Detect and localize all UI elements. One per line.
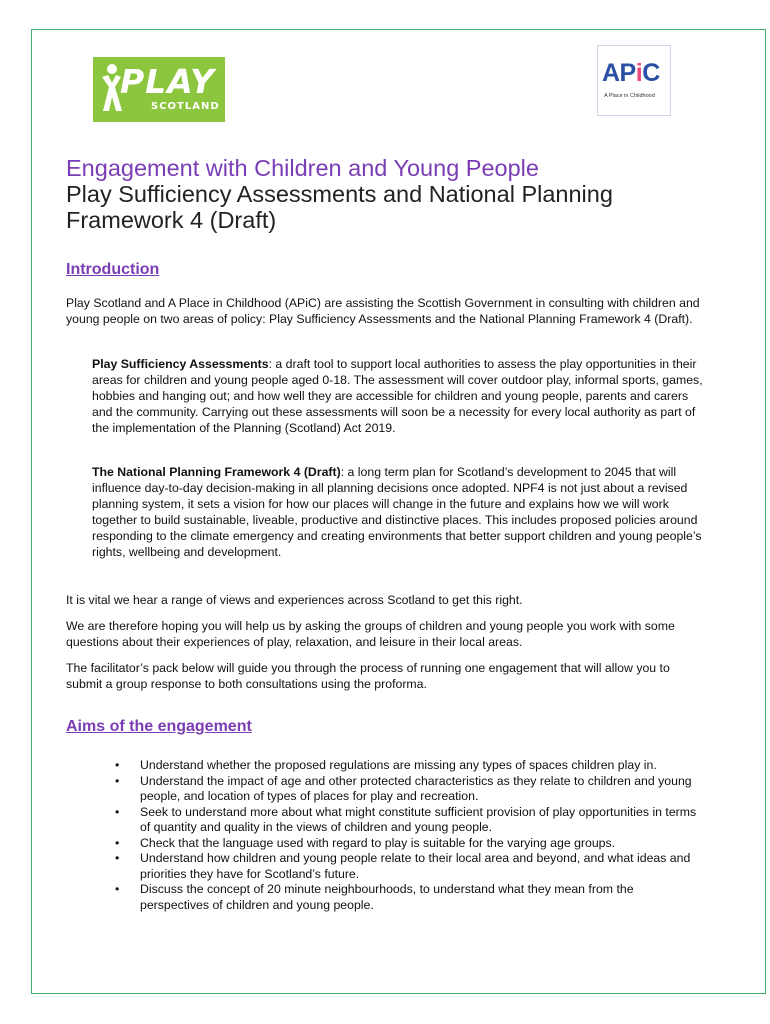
psa-term: Play Sufficiency Assessments xyxy=(92,357,269,371)
aims-list-item: • Understand whether the proposed regulations are missing any types of spaces children play in. xyxy=(115,758,657,772)
introduction-heading: Introduction xyxy=(66,261,160,278)
npf-term: The National Planning Framework 4 (Draft) xyxy=(92,465,341,479)
vital-paragraph: It is vital we hear a range of views and experiences across Scotland to get this right. xyxy=(66,593,523,607)
intro-paragraph: Play Scotland and A Place in Childhood (APiC) are assisting the Scottish Government in consulting with children and young people on two areas of policy: Play Sufficiency Assessments and the National Planning Framework 4 (Draft). xyxy=(66,296,700,326)
title-line-1: Engagement with Children and Young People xyxy=(66,155,539,181)
page-title xyxy=(66,155,706,233)
apic-logo-text: APiC xyxy=(602,59,660,87)
aims-list-item: • Understand the impact of age and other protected characteristics as they relate to children and young people, and location of types of places for play and recreation. xyxy=(115,773,692,803)
title-line-2: Play Sufficiency Assessments and National Planning Framework 4 (Draft) xyxy=(66,181,613,233)
aims-list-item: • Seek to understand more about what might constitute sufficient provision of play opportunities in terms of quantity and quality in the views of children and young people. xyxy=(115,804,697,834)
aims-list xyxy=(110,758,700,913)
play-logo-text: PLAY xyxy=(120,62,215,101)
npf-paragraph xyxy=(92,464,704,560)
psa-text: : a draft tool to support local authorities to assess the play opportunities in their areas for children and young people aged 0-18. The assessment will cover outdoor play, informal sports, games, hobbies and hanging out; and how well they are accessible for children and young people, parents and carers and the community. Carrying out these assessments will soon be a necessity for every local authority as part of the implementation of the Planning (Scotland) Act 2019. xyxy=(92,357,703,435)
scotland-logo-text: SCOTLAND xyxy=(151,101,220,112)
aims-list-item: • Discuss the concept of 20 minute neighbourhoods, to understand what they mean from the perspectives of children and young people. xyxy=(115,882,634,912)
apic-tagline: A Place in Childhood xyxy=(604,93,655,99)
aims-list-item: • Understand how children and young people relate to their local area and beyond, and what ideas and priorities they have for Scotland’s future. xyxy=(115,851,691,881)
aims-list-item: • Check that the language used with regard to play is suitable for the varying age groups. xyxy=(115,835,616,850)
psa-paragraph xyxy=(92,356,704,436)
play-scotland-logo xyxy=(93,57,225,122)
aims-heading: Aims of the engagement xyxy=(66,718,252,735)
facilitator-paragraph: The facilitator’s pack below will guide you through the process of running one engagement that will allow you to submit a group response to both consultations using the proforma. xyxy=(66,661,670,691)
npf-text: : a long term plan for Scotland’s development to 2045 that will influence day-to-day decision-making in all planning decisions once adopted. NPF4 is not just about a revised planning system, it sets a vision for how our places will change in the future and explains how we will work together to build sustainable, liveable, productive and distinctive places. This includes proposed policies around responding to the climate emergency and creating environments that better support children and young people’s rights, wellbeing and development. xyxy=(92,465,702,559)
apic-logo xyxy=(597,45,671,116)
hoping-paragraph: We are therefore hoping you will help us by asking the groups of children and young people you work with some questions about their experiences of play, relaxation, and leisure in their local areas. xyxy=(66,619,675,649)
